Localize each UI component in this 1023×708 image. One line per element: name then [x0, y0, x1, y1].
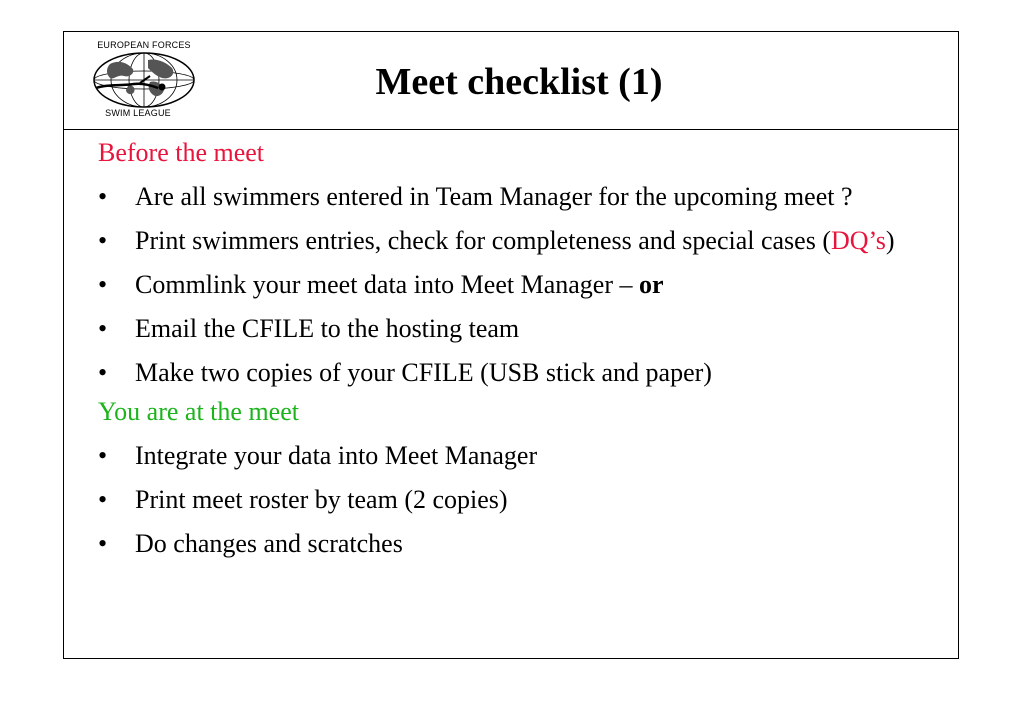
highlight-text: DQ’s — [831, 226, 886, 255]
bullet-icon: • — [98, 441, 108, 470]
logo-bottom-text: SWIM LEAGUE — [105, 108, 171, 118]
checklist-before — [98, 181, 938, 388]
section-heading-before: Before the meet — [98, 138, 265, 167]
bullet-icon: • — [98, 485, 108, 514]
list-item-text: Are all swimmers entered in Team Manager for the upcoming meet ? — [135, 182, 853, 211]
list-item-text: Commlink your meet data into Meet Manager – — [135, 270, 639, 299]
list-item-text: Do changes and scratches — [135, 529, 403, 558]
list-item — [98, 313, 938, 344]
list-item-text: Make two copies of your CFILE (USB stick and paper) — [135, 358, 712, 387]
list-item-text: Print meet roster by team (2 copies) — [135, 485, 508, 514]
checklist-at-meet — [98, 440, 938, 559]
bullet-icon: • — [98, 226, 108, 255]
slide-content — [98, 131, 938, 559]
list-item — [98, 440, 938, 471]
slide — [63, 31, 959, 659]
list-item-text: Print swimmers entries, check for completeness and special cases ( — [135, 226, 831, 255]
bullet-icon: • — [98, 529, 108, 558]
bullet-icon: • — [98, 358, 108, 387]
list-item-text: Email the CFILE to the hosting team — [135, 314, 520, 343]
logo-top-text: EUROPEAN FORCES — [97, 40, 191, 50]
bullet-icon: • — [98, 182, 108, 211]
list-item — [98, 269, 938, 300]
list-item-text: Integrate your data into Meet Manager — [135, 441, 538, 470]
list-item-text-after: ) — [885, 226, 895, 255]
list-item — [98, 484, 938, 515]
list-item — [98, 181, 938, 212]
slide-header — [64, 32, 958, 130]
list-item — [98, 528, 938, 559]
bold-text: or — [639, 270, 664, 299]
list-item — [98, 225, 938, 256]
list-item — [98, 357, 938, 388]
bullet-icon: • — [98, 314, 108, 343]
bullet-icon: • — [98, 270, 108, 299]
slide-title: Meet checklist (1) — [375, 61, 663, 103]
section-heading-at-meet: You are at the meet — [98, 397, 299, 426]
